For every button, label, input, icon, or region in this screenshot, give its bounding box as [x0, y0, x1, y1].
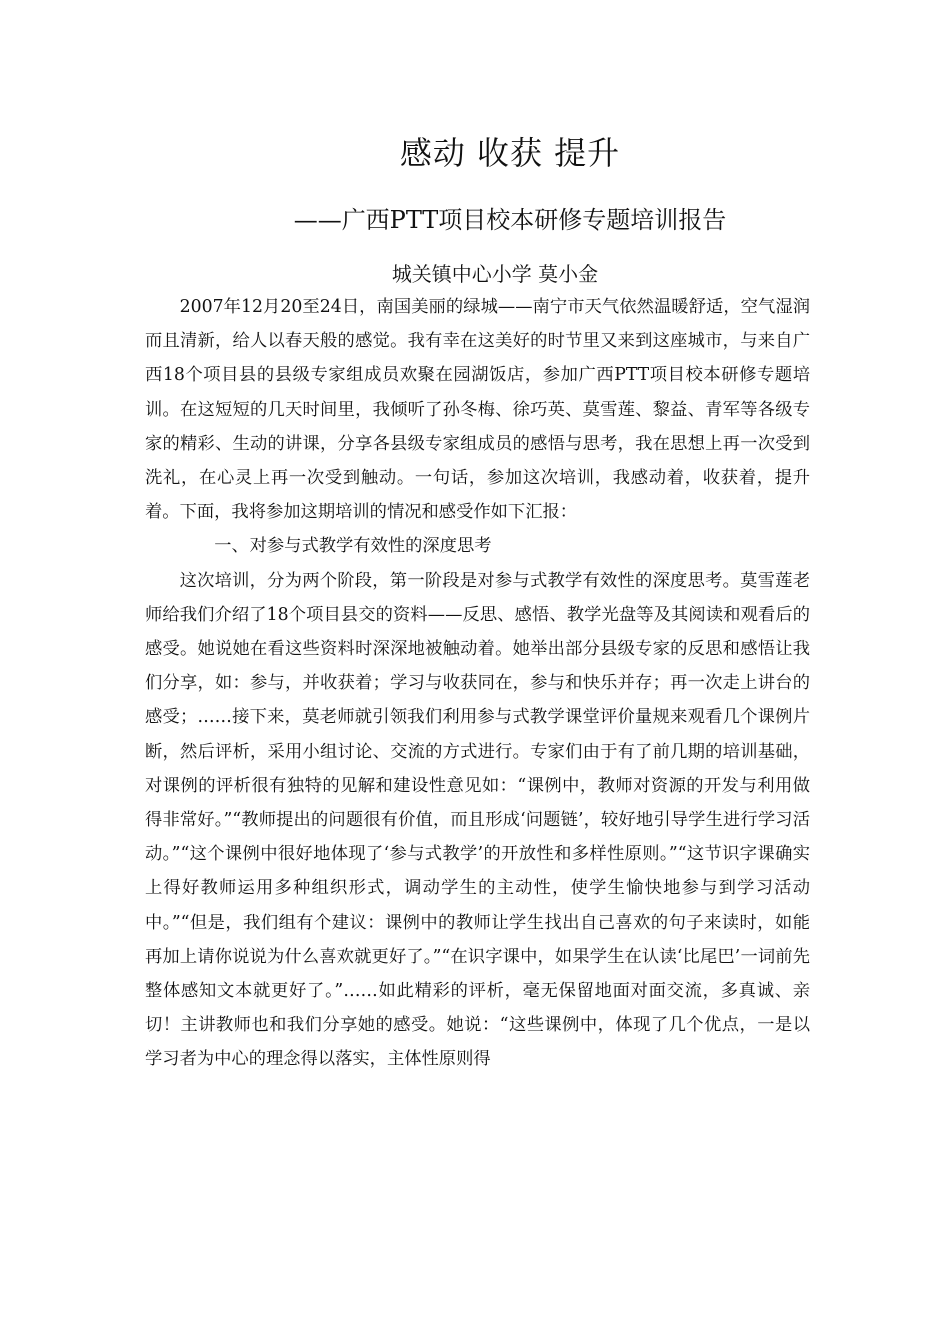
paragraph-section-one: 这次培训，分为两个阶段，第一阶段是对参与式教学有效性的深度思考。莫雪莲老师给我们介绍了18个项目县交的资料——反思、感悟、教学光盘等及其阅读和观看后的感受。她说她在看这些资料时深深地被触动着。她举出部分县级专家的反思和感悟让我们分享，如：参与，并收获着；学习与收获同在，参与和快乐并存；再一次走上讲台的感受；……接下来，莫老师就引领我们利用参与式教学课堂评价量规来观看几个课例片断，然后评析，采用小组讨论、交流的方式进行。专家们由于有了前几期的培训基础，对课例的评析很有独特的见解和建设性意见如：“课例中，教师对资源的开发与利用做得非常好。”“教师提出的问题很有价值，而且形成‘问题链’，较好地引导学生进行学习活动。”“这个课例中很好地体现了‘参与式教学’的开放性和多样性原则。”“这节识字课确实上得好教师运用多种组织形式，调动学生的主动性，使学生愉快地参与到学习活动中。”“但是，我们组有个建议：课例中的教师让学生找出自己喜欢的句子来读时，如能再加上请你说说为什么喜欢就更好了。”“在识字课中，如果学生在认读‘比尾巴’一词前先整体感知文本就更好了。”……如此精彩的评析，毫无保留地面对面交流，多真诚、亲切！主讲教师也和我们分享她的感受。她说：“这些课例中，体现了几个优点，一是以学习者为中心的理念得以落实，主体性原则得	[145, 570, 810, 1070]
document-subtitle: ——广西PTT项目校本研修专题培训报告	[293, 206, 727, 234]
document-title: 感动 收获 提升	[399, 134, 621, 172]
paragraph-intro: 2007年12月20至24日，南国美丽的绿城——南宁市天气依然温暖舒适，空气湿润而且清新，给人以春天般的感觉。我有幸在这美好的时节里又来到这座城市，与来自广西18个项目县的县级专家组成员欢聚在园湖饭店，参加广西PTT项目校本研修专题培训。在这短短的几天时间里，我倾听了孙冬梅、徐巧英、莫雪莲、黎益、青军等各级专家的精彩、生动的讲课，分享各县级专家组成员的感悟与思考，我在思想上再一次受到洗礼，在心灵上再一次受到触动。一句话，参加这次培训，我感动着，收获着，提升着。下面，我将参加这期培训的情况和感受作如下汇报：	[145, 297, 810, 523]
section-heading	[145, 529, 810, 563]
document-author: 城关镇中心小学 莫小金	[391, 262, 599, 286]
section-number: 一、	[214, 536, 249, 557]
document-body	[145, 290, 810, 1077]
section-title: 对参与式教学有效性的深度思考	[249, 536, 492, 557]
